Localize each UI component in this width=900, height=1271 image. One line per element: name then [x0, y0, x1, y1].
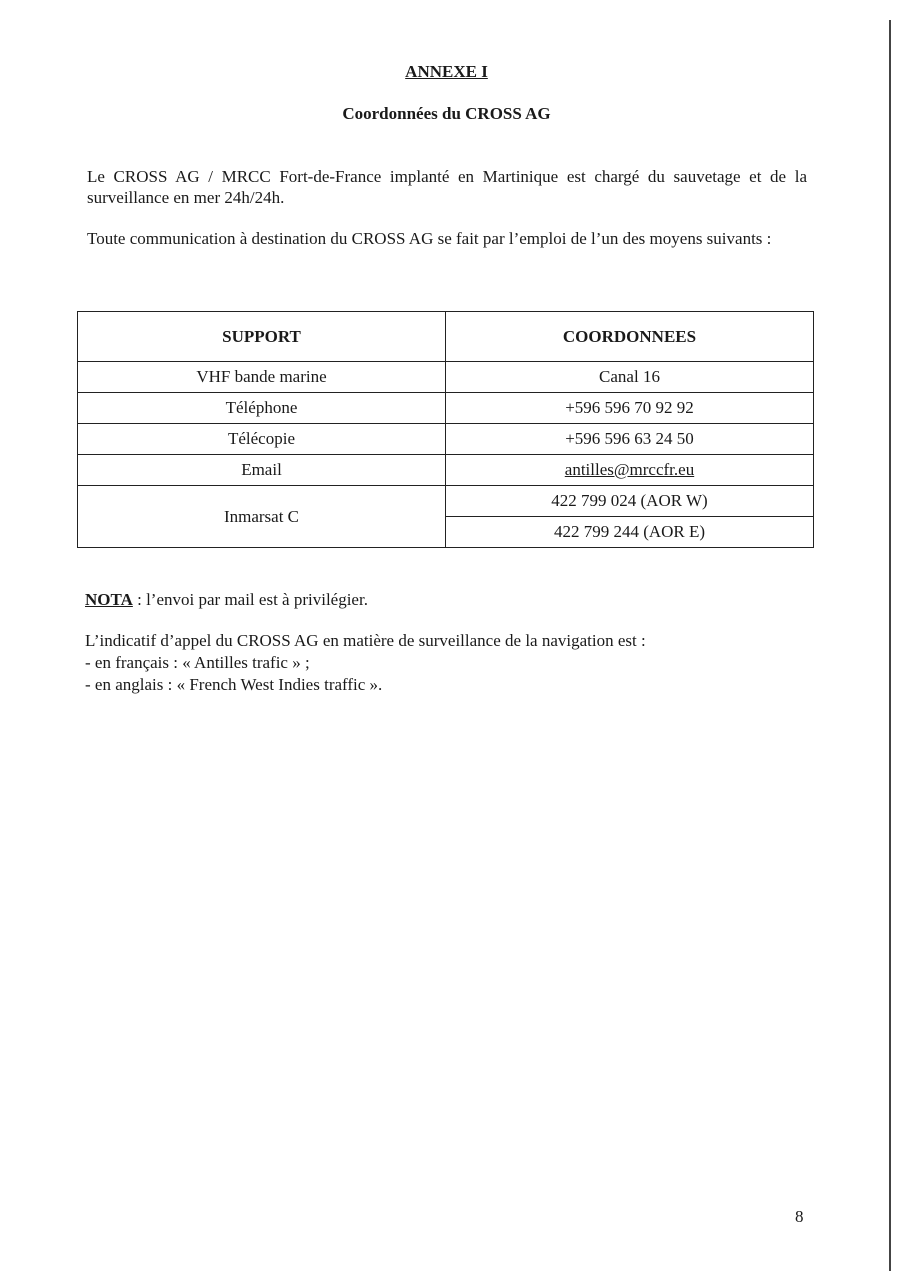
intro-paragraph-2: Toute communication à destination du CROSS AG se fait par l’emploi de l’un des moyens suivants : [87, 229, 772, 248]
support-cell: Email [78, 455, 446, 486]
page-edge-rule [889, 20, 891, 1271]
support-cell: Téléphone [78, 393, 446, 424]
coord-cell: +596 596 63 24 50 [446, 424, 814, 455]
document-subtitle: Coordonnées du CROSS AG [342, 104, 551, 123]
table-row [78, 424, 814, 455]
nota-text: : l’envoi par mail est à privilégier. [132, 590, 368, 609]
intro-paragraph-1: Le CROSS AG / MRCC Fort-de-France implanté en Martinique est chargé du sauvetage et de la surveillance en mer 24h/24h. [87, 167, 807, 207]
coord-cell: 422 799 244 (AOR E) [446, 517, 814, 548]
callsign-intro: L’indicatif d’appel du CROSS AG en matière de surveillance de la navigation est : [85, 631, 646, 650]
contact-table [77, 311, 814, 548]
callsign-english: - en anglais : « French West Indies traffic ». [85, 675, 383, 694]
coord-cell [446, 455, 814, 486]
page-number: 8 [795, 1207, 804, 1226]
table-header-row [78, 312, 814, 362]
table-row [78, 393, 814, 424]
table-row [78, 455, 814, 486]
column-header-support: SUPPORT [78, 312, 446, 362]
column-header-coordonnees: COORDONNEES [446, 312, 814, 362]
callsign-french: - en français : « Antilles trafic » ; [85, 653, 310, 672]
nota-label: NOTA [85, 590, 133, 609]
annex-title: ANNEXE I [405, 62, 488, 81]
coord-cell: 422 799 024 (AOR W) [446, 486, 814, 517]
table-row [78, 362, 814, 393]
email-link[interactable]: antilles@mrccfr.eu [564, 460, 695, 479]
coord-cell: Canal 16 [446, 362, 814, 393]
support-cell: Inmarsat C [78, 486, 446, 548]
callsign-block [85, 630, 785, 696]
nota-line [85, 590, 368, 610]
table-row [78, 486, 814, 517]
support-cell: VHF bande marine [78, 362, 446, 393]
support-cell: Télécopie [78, 424, 446, 455]
coord-cell: +596 596 70 92 92 [446, 393, 814, 424]
